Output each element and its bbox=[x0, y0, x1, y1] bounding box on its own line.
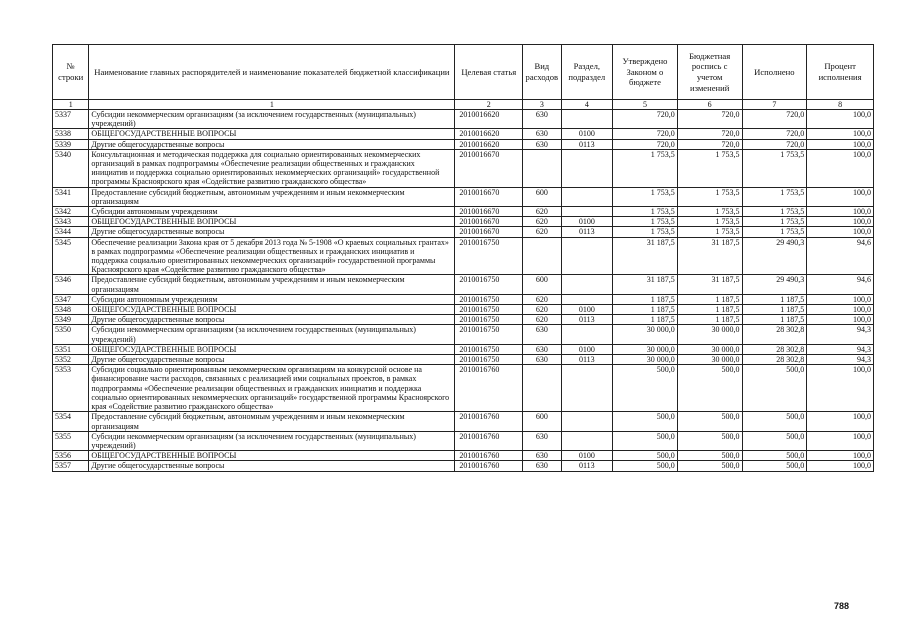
row-name: Другие общегосударственные вопросы bbox=[89, 227, 455, 237]
row-name: Другие общегосударственные вопросы bbox=[89, 315, 455, 325]
row-number: 5341 bbox=[53, 187, 89, 206]
row-vid: 630 bbox=[523, 110, 561, 129]
table-row bbox=[53, 139, 874, 149]
row-razdel: 0100 bbox=[561, 217, 613, 227]
column-number: 6 bbox=[677, 100, 742, 110]
row-approved: 500,0 bbox=[613, 451, 678, 461]
table-row bbox=[53, 305, 874, 315]
row-executed: 720,0 bbox=[742, 110, 807, 129]
table-row bbox=[53, 451, 874, 461]
row-approved: 500,0 bbox=[613, 461, 678, 471]
row-vid: 620 bbox=[523, 294, 561, 304]
row-razdel: 0113 bbox=[561, 139, 613, 149]
row-vid: 620 bbox=[523, 207, 561, 217]
row-schedule: 1 187,5 bbox=[677, 315, 742, 325]
row-name: Субсидии некоммерческим организациям (за исключением государственных (муниципальных) учреждений) bbox=[89, 325, 455, 344]
row-name: Предоставление субсидий бюджетным, автономным учреждениям и иным некоммерческим организациям bbox=[89, 187, 455, 206]
row-number: 5357 bbox=[53, 461, 89, 471]
row-percent: 100,0 bbox=[807, 217, 874, 227]
row-schedule: 1 753,5 bbox=[677, 187, 742, 206]
row-vid: 600 bbox=[523, 275, 561, 294]
row-schedule: 500,0 bbox=[677, 451, 742, 461]
row-name: Предоставление субсидий бюджетным, автономным учреждениям и иным некоммерческим организациям bbox=[89, 275, 455, 294]
row-razdel: 0100 bbox=[561, 129, 613, 139]
row-percent: 100,0 bbox=[807, 365, 874, 412]
row-percent: 100,0 bbox=[807, 227, 874, 237]
row-executed: 29 490,3 bbox=[742, 275, 807, 294]
header-percent: Процент исполнения bbox=[807, 45, 874, 100]
row-percent: 94,6 bbox=[807, 237, 874, 275]
row-target-code: 2010016670 bbox=[455, 217, 523, 227]
row-name: Предоставление субсидий бюджетным, автономным учреждениям и иным некоммерческим организациям bbox=[89, 412, 455, 431]
row-number: 5340 bbox=[53, 149, 89, 187]
header-row-no: № строки bbox=[53, 45, 89, 100]
row-vid: 620 bbox=[523, 305, 561, 315]
row-target-code: 2010016670 bbox=[455, 207, 523, 217]
row-executed: 500,0 bbox=[742, 431, 807, 450]
row-number: 5350 bbox=[53, 325, 89, 344]
table-row bbox=[53, 365, 874, 412]
table-row bbox=[53, 325, 874, 344]
row-number: 5339 bbox=[53, 139, 89, 149]
row-number: 5344 bbox=[53, 227, 89, 237]
row-approved: 1 187,5 bbox=[613, 315, 678, 325]
row-schedule: 30 000,0 bbox=[677, 325, 742, 344]
row-name: ОБЩЕГОСУДАРСТВЕННЫЕ ВОПРОСЫ bbox=[89, 305, 455, 315]
row-approved: 720,0 bbox=[613, 110, 678, 129]
table-row bbox=[53, 412, 874, 431]
row-name: Консультационная и методическая поддержка для социально ориентированных некоммерческих организаций в рамках подпрограммы «Обеспечение реализации общественных и гражданских инициатив и поддержка социально ориентированных некоммерческих организаций» государственной программы Красноярского края «Содействие развитию гражданского общества» bbox=[89, 149, 455, 187]
row-target-code: 2010016760 bbox=[455, 451, 523, 461]
row-approved: 720,0 bbox=[613, 129, 678, 139]
row-target-code: 2010016760 bbox=[455, 461, 523, 471]
row-executed: 500,0 bbox=[742, 365, 807, 412]
table-row bbox=[53, 149, 874, 187]
row-executed: 1 753,5 bbox=[742, 227, 807, 237]
table-row bbox=[53, 129, 874, 139]
row-name: Субсидии социально ориентированным некоммерческим организациям на конкурсной основе на финансирование части расходов, связанных с реализацией ими социальных проектов, в рамках подпрограммы «Обеспечение реализации общественных и гражданских инициатив и поддержка социально ориентированных некоммерческих организаций» государственной программы Красноярского края «Содействие развитию гражданского общества» bbox=[89, 365, 455, 412]
row-executed: 1 753,5 bbox=[742, 207, 807, 217]
row-percent: 100,0 bbox=[807, 461, 874, 471]
column-number: 8 bbox=[807, 100, 874, 110]
row-target-code: 2010016670 bbox=[455, 187, 523, 206]
row-number: 5347 bbox=[53, 294, 89, 304]
table-row bbox=[53, 431, 874, 450]
column-number: 3 bbox=[523, 100, 561, 110]
header-row bbox=[53, 45, 874, 100]
row-vid bbox=[523, 365, 561, 412]
row-executed: 500,0 bbox=[742, 412, 807, 431]
row-schedule: 1 753,5 bbox=[677, 217, 742, 227]
row-executed: 1 187,5 bbox=[742, 294, 807, 304]
row-razdel: 0113 bbox=[561, 315, 613, 325]
row-target-code: 2010016620 bbox=[455, 139, 523, 149]
row-percent: 100,0 bbox=[807, 110, 874, 129]
row-number: 5349 bbox=[53, 315, 89, 325]
row-target-code: 2010016750 bbox=[455, 315, 523, 325]
column-number: 5 bbox=[613, 100, 678, 110]
row-number: 5355 bbox=[53, 431, 89, 450]
row-approved: 1 753,5 bbox=[613, 217, 678, 227]
row-schedule: 500,0 bbox=[677, 461, 742, 471]
row-razdel bbox=[561, 365, 613, 412]
row-executed: 29 490,3 bbox=[742, 237, 807, 275]
row-target-code: 2010016760 bbox=[455, 365, 523, 412]
row-executed: 28 302,8 bbox=[742, 325, 807, 344]
row-target-code: 2010016750 bbox=[455, 237, 523, 275]
table-row bbox=[53, 315, 874, 325]
row-schedule: 1 753,5 bbox=[677, 227, 742, 237]
row-percent: 100,0 bbox=[807, 149, 874, 187]
row-target-code: 2010016620 bbox=[455, 110, 523, 129]
table-row bbox=[53, 344, 874, 354]
table-row bbox=[53, 461, 874, 471]
row-name: ОБЩЕГОСУДАРСТВЕННЫЕ ВОПРОСЫ bbox=[89, 451, 455, 461]
header-approved: Утверждено Законом о бюджете bbox=[613, 45, 678, 100]
row-schedule: 1 187,5 bbox=[677, 305, 742, 315]
row-approved: 500,0 bbox=[613, 431, 678, 450]
row-approved: 1 753,5 bbox=[613, 207, 678, 217]
row-vid: 630 bbox=[523, 344, 561, 354]
row-schedule: 720,0 bbox=[677, 139, 742, 149]
row-name: Субсидии автономным учреждениям bbox=[89, 207, 455, 217]
row-schedule: 31 187,5 bbox=[677, 237, 742, 275]
row-razdel: 0113 bbox=[561, 227, 613, 237]
header-schedule: Бюджетная роспись с учетом изменений bbox=[677, 45, 742, 100]
row-executed: 1 187,5 bbox=[742, 315, 807, 325]
header-vid: Вид расходов bbox=[523, 45, 561, 100]
column-number: 2 bbox=[455, 100, 523, 110]
row-percent: 100,0 bbox=[807, 305, 874, 315]
row-razdel bbox=[561, 187, 613, 206]
row-executed: 1 187,5 bbox=[742, 305, 807, 315]
row-percent: 100,0 bbox=[807, 129, 874, 139]
row-approved: 31 187,5 bbox=[613, 275, 678, 294]
table-row bbox=[53, 355, 874, 365]
table-row bbox=[53, 217, 874, 227]
row-executed: 500,0 bbox=[742, 451, 807, 461]
row-percent: 100,0 bbox=[807, 315, 874, 325]
row-vid: 600 bbox=[523, 412, 561, 431]
row-approved: 500,0 bbox=[613, 412, 678, 431]
row-executed: 500,0 bbox=[742, 461, 807, 471]
row-target-code: 2010016750 bbox=[455, 344, 523, 354]
row-name: Другие общегосударственные вопросы bbox=[89, 461, 455, 471]
row-number: 5346 bbox=[53, 275, 89, 294]
row-target-code: 2010016750 bbox=[455, 275, 523, 294]
row-percent: 94,3 bbox=[807, 325, 874, 344]
row-approved: 30 000,0 bbox=[613, 355, 678, 365]
header-razdel: Раздел, подраздел bbox=[561, 45, 613, 100]
row-vid: 630 bbox=[523, 451, 561, 461]
row-schedule: 30 000,0 bbox=[677, 344, 742, 354]
row-approved: 1 753,5 bbox=[613, 227, 678, 237]
row-name: Другие общегосударственные вопросы bbox=[89, 139, 455, 149]
row-schedule: 500,0 bbox=[677, 365, 742, 412]
row-razdel: 0100 bbox=[561, 451, 613, 461]
row-percent: 100,0 bbox=[807, 187, 874, 206]
table-row bbox=[53, 275, 874, 294]
row-executed: 1 753,5 bbox=[742, 149, 807, 187]
row-approved: 1 753,5 bbox=[613, 149, 678, 187]
row-schedule: 720,0 bbox=[677, 129, 742, 139]
row-target-code: 2010016670 bbox=[455, 149, 523, 187]
table-row bbox=[53, 227, 874, 237]
row-percent: 94,3 bbox=[807, 355, 874, 365]
header-target: Целевая статья bbox=[455, 45, 523, 100]
row-name: ОБЩЕГОСУДАРСТВЕННЫЕ ВОПРОСЫ bbox=[89, 129, 455, 139]
header-name: Наименование главных распорядителей и наименование показателей бюджетной классификации bbox=[89, 45, 455, 100]
row-approved: 500,0 bbox=[613, 365, 678, 412]
row-razdel: 0113 bbox=[561, 461, 613, 471]
row-target-code: 2010016760 bbox=[455, 431, 523, 450]
column-number: 7 bbox=[742, 100, 807, 110]
row-number: 5345 bbox=[53, 237, 89, 275]
row-number: 5353 bbox=[53, 365, 89, 412]
column-number-row bbox=[53, 100, 874, 110]
row-target-code: 2010016750 bbox=[455, 355, 523, 365]
row-schedule: 500,0 bbox=[677, 431, 742, 450]
row-target-code: 2010016750 bbox=[455, 305, 523, 315]
row-schedule: 31 187,5 bbox=[677, 275, 742, 294]
row-target-code: 2010016750 bbox=[455, 325, 523, 344]
row-number: 5352 bbox=[53, 355, 89, 365]
row-name: ОБЩЕГОСУДАРСТВЕННЫЕ ВОПРОСЫ bbox=[89, 217, 455, 227]
row-razdel: 0100 bbox=[561, 305, 613, 315]
budget-table bbox=[52, 44, 874, 472]
table-body bbox=[53, 110, 874, 472]
row-razdel: 0100 bbox=[561, 344, 613, 354]
row-schedule: 500,0 bbox=[677, 412, 742, 431]
row-razdel bbox=[561, 325, 613, 344]
row-vid: 600 bbox=[523, 187, 561, 206]
row-name: Обеспечение реализации Закона края от 5 декабря 2013 года № 5-1908 «О краевых социальных грантах» в рамках подпрограммы «Обеспечение реализации общественных и гражданских инициатив и поддержка социально ориентированных некоммерческих организаций» государственной программы Красноярского края «Содействие развитию гражданского общества» bbox=[89, 237, 455, 275]
row-percent: 100,0 bbox=[807, 451, 874, 461]
row-executed: 720,0 bbox=[742, 129, 807, 139]
row-executed: 720,0 bbox=[742, 139, 807, 149]
row-target-code: 2010016760 bbox=[455, 412, 523, 431]
row-razdel bbox=[561, 412, 613, 431]
row-target-code: 2010016620 bbox=[455, 129, 523, 139]
row-executed: 1 753,5 bbox=[742, 217, 807, 227]
row-number: 5356 bbox=[53, 451, 89, 461]
row-schedule: 1 187,5 bbox=[677, 294, 742, 304]
row-approved: 720,0 bbox=[613, 139, 678, 149]
row-name: Субсидии некоммерческим организациям (за исключением государственных (муниципальных) учреждений) bbox=[89, 110, 455, 129]
table-row bbox=[53, 187, 874, 206]
row-vid: 620 bbox=[523, 227, 561, 237]
row-number: 5343 bbox=[53, 217, 89, 227]
row-number: 5342 bbox=[53, 207, 89, 217]
row-name: Субсидии некоммерческим организациям (за исключением государственных (муниципальных) учреждений) bbox=[89, 431, 455, 450]
table-row bbox=[53, 110, 874, 129]
row-schedule: 720,0 bbox=[677, 110, 742, 129]
row-razdel bbox=[561, 207, 613, 217]
row-schedule: 1 753,5 bbox=[677, 207, 742, 217]
row-percent: 100,0 bbox=[807, 139, 874, 149]
row-percent: 94,6 bbox=[807, 275, 874, 294]
row-vid: 620 bbox=[523, 217, 561, 227]
column-number: 4 bbox=[561, 100, 613, 110]
row-percent: 100,0 bbox=[807, 207, 874, 217]
row-number: 5354 bbox=[53, 412, 89, 431]
row-razdel: 0113 bbox=[561, 355, 613, 365]
row-approved: 1 187,5 bbox=[613, 294, 678, 304]
row-percent: 100,0 bbox=[807, 431, 874, 450]
row-executed: 28 302,8 bbox=[742, 355, 807, 365]
row-executed: 28 302,8 bbox=[742, 344, 807, 354]
table-row bbox=[53, 237, 874, 275]
row-vid: 630 bbox=[523, 355, 561, 365]
row-approved: 30 000,0 bbox=[613, 325, 678, 344]
row-name: Субсидии автономным учреждениям bbox=[89, 294, 455, 304]
row-schedule: 1 753,5 bbox=[677, 149, 742, 187]
row-vid: 630 bbox=[523, 431, 561, 450]
row-number: 5351 bbox=[53, 344, 89, 354]
row-approved: 30 000,0 bbox=[613, 344, 678, 354]
row-approved: 31 187,5 bbox=[613, 237, 678, 275]
row-schedule: 30 000,0 bbox=[677, 355, 742, 365]
row-vid: 630 bbox=[523, 325, 561, 344]
row-vid: 630 bbox=[523, 129, 561, 139]
row-vid: 620 bbox=[523, 315, 561, 325]
row-razdel bbox=[561, 110, 613, 129]
row-number: 5348 bbox=[53, 305, 89, 315]
row-vid: 630 bbox=[523, 461, 561, 471]
row-vid: 630 bbox=[523, 139, 561, 149]
row-number: 5337 bbox=[53, 110, 89, 129]
row-percent: 94,3 bbox=[807, 344, 874, 354]
row-number: 5338 bbox=[53, 129, 89, 139]
row-percent: 100,0 bbox=[807, 412, 874, 431]
row-razdel bbox=[561, 275, 613, 294]
row-name: Другие общегосударственные вопросы bbox=[89, 355, 455, 365]
row-target-code: 2010016670 bbox=[455, 227, 523, 237]
row-vid bbox=[523, 149, 561, 187]
row-razdel bbox=[561, 431, 613, 450]
column-number: 1 bbox=[53, 100, 89, 110]
row-percent: 100,0 bbox=[807, 294, 874, 304]
row-name: ОБЩЕГОСУДАРСТВЕННЫЕ ВОПРОСЫ bbox=[89, 344, 455, 354]
table-row bbox=[53, 207, 874, 217]
header-executed: Исполнено bbox=[742, 45, 807, 100]
row-target-code: 2010016750 bbox=[455, 294, 523, 304]
row-vid bbox=[523, 237, 561, 275]
row-razdel bbox=[561, 237, 613, 275]
row-approved: 1 187,5 bbox=[613, 305, 678, 315]
row-approved: 1 753,5 bbox=[613, 187, 678, 206]
row-executed: 1 753,5 bbox=[742, 187, 807, 206]
page-number: 788 bbox=[834, 601, 850, 611]
table-row bbox=[53, 294, 874, 304]
row-razdel bbox=[561, 294, 613, 304]
row-razdel bbox=[561, 149, 613, 187]
column-number: 1 bbox=[89, 100, 455, 110]
